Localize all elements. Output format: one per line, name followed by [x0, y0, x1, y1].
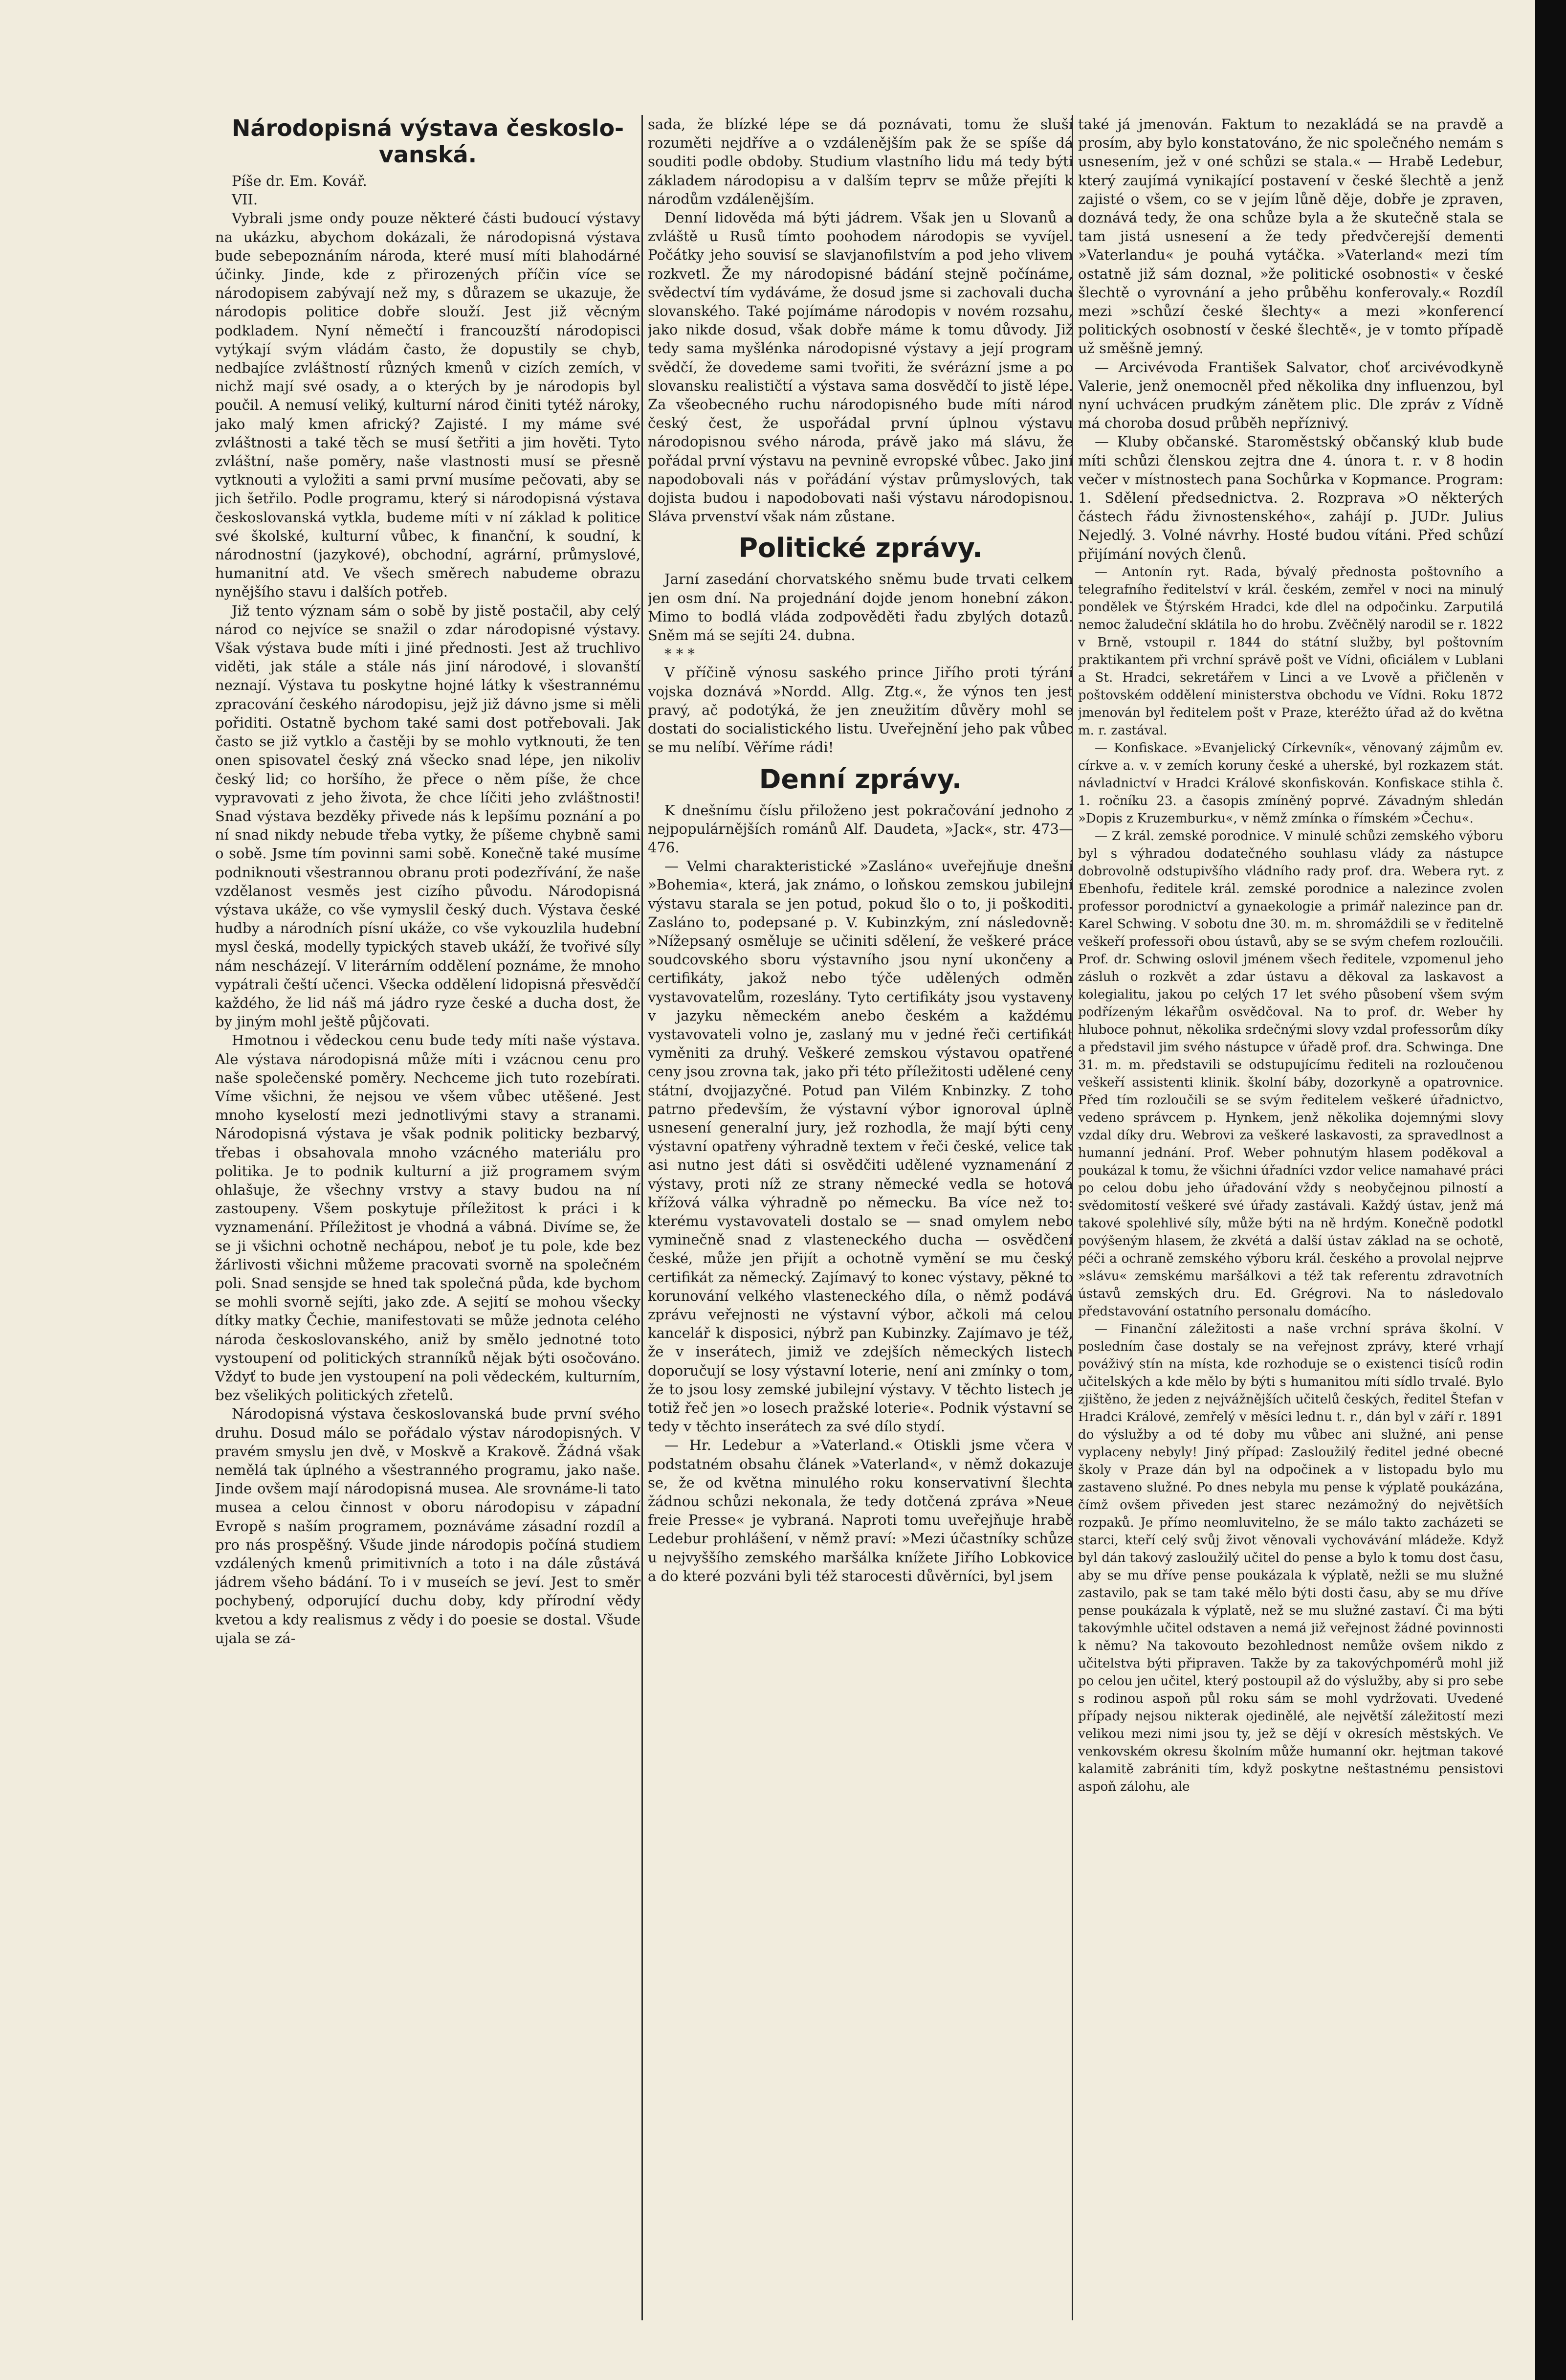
news-item: — Velmi charakteristické »Zasláno« uveřejňuje dnešní »Bohemia«, která, jak známo, o loňskou zemskou jubilejní výstavu starala se jen potud, pokud šlo o to, ji poškoditi. Zasláno to, podepsané p. V. Kubinzkým, zní následovně: »Nížepsaný osměluje se učiniti sdělení, že veškeré práce soudcovského sboru výstavního jsou nyní ukončeny a certifikáty, jakož nebo týče udělených odměn vystavovatelům, rozeslány. Tyto certifikáty jsou vystaveny v jazyku německém anebo českém a každému vystavovateli volno je, zaslaný mu v jedné řeči certifikát vyměniti za druhý. Veškeré zemskou výstavou opatřené ceny jsou zrovna tak, jako při této příležitosti udělené ceny státní, dvojjazyčné. Potud pan Vilém Knbinzky. Z toho patrno především, že výstavní výbor ignoroval úplně usnesení generalní jury, jež rozhodla, že mají býti ceny výstavní opatřeny výhradně textem v řeči české, velice tak asi nutno jest dáti si osvědčiti udělené vyznamenání z výstavy, proti níž ze strany německé vedla se hotová křížová válka výhradně po německu. Ba více než to: kterému vystavovateli dostalo se — snad omylem nebo vyminečně snad z vlasteneckého ducha — osvědčení české, může jen přijít a ochotně vymění se mu český certifikát za německý. Zajímavý to konec výstavy, pěkné to korunování velkého vlasteneckého díla, o němž podává zprávu veřejnosti ne výstavní výbor, ačkoli má celou kancelář k disposici, nýbrž pan Kubinzky. Zajímavo je též, že v inserátech, jimiž ve zdejších německých listech doporučují se losy výstavní loterie, není ani zmínky o tom, že to jsou losy zemské jubilejní výstavy. V těchto listech je totiž řeč jen »o losech pražské loterie«. Podnik výstavní se tedy v těchto inserátech za své dílo stydí.: [648, 858, 1073, 1435]
news-item: — Arcivévoda František Salvator, choť arcivévodkyně Valerie, jenž onemocněl před několika dny influenzou, byl nyní uchvácen prudkým zánětem plic. Dle zpráv z Vídně má choroba dosud průběh nepříznivý.: [1078, 358, 1503, 432]
article-title: Národopisná výstava českoslo-vanská.: [231, 115, 624, 168]
scan-edge: [1535, 0, 1566, 2380]
column-right: [1078, 115, 1503, 2320]
news-item: — Kluby občanské. Staroměstský občanský klub bude míti schůzi členskou zejtra dne 4. února t. r. v 8 hodin večer v místnostech pana Sochůrka v Kopmance. Program: 1. Sdělení předsednictva. 2. Rozprava »O některých částech řádu živnostenského«, zahájí p. JUDr. Julius Nejedlý. 3. Volné návrhy. Hosté budou vítáni. Před schůzí přijímání nových členů.: [1078, 433, 1503, 562]
article-paragraph: Již tento význam sám o sobě by jistě postačil, aby celý národ co nejvíce se snažil o zdar národopisné výstavy. Však výstava bude míti i jiné přednosti. Jest až truchlivo viděti, jak stále a stále nás jiní národové, i slovanští neznají. Výstava tu poskytne hojné látky k všestrannému zpracování českého národopisu, jejž již dávno jsme si měli pořiditi. Ostatně bychom také sami dost potřebovali. Jak často se již vytklo a častěji by se mohlo vytknouti, že ten onen spisovatel český zná všecko snad lépe, jen nikoliv český lid; co horšího, že přece o něm píše, že chce vypravovati z jeho života, že chce líčiti jeho zvláštnosti! Snad výstava bezděky přivede nás k lepšímu poznání a po ní snad nikdy nebude třeba vytky, že píšeme chybně sami o sobě. Jsme tím povinni sami sobě. Konečně také musíme podniknouti všestrannou obranu proti podezřívání, že naše vzdělanost vesměs jest cizího původu. Národopisná výstava ukáže, co vše vymyslil český duch. Výstava české hudby a národních písní ukáže, co vše vykouzlila hudební mysl česká, modelly typických staveb ukáží, že tvořivé síly nám nescházejí. V literárním oddělení poznáme, že mnoho vypátrali čeští učenci. Všecka oddělení lidopisná přesvědčí každého, že lid náš má jádro ryze české a ducha dost, že by jiným mohl ještě půjčovati.: [215, 602, 640, 1030]
news-item: — Z král. zemské porodnice. V minulé schůzi zemského výboru byl s výhradou dodatečného souhlasu vlády za nástupce dobrovolně odstupivšího vládního rady prof. dra. Webera ryt. z Ebenhofu, ředitele král. zemské porodnice a nalezince zvolen professor porodnictví a gynaekologie a primář nalezince pan dr. Karel Schwing. V sobotu dne 30. m. m. shromáždili se v ředitelně veškeří professoři obou ústavů, aby se se svým chefem rozloučili. Prof. dr. Schwing oslovil jménem všech ředitele, vzpomenul jeho zásluh o rozkvět a zdar ústavu a děkoval za laskavost a kolegialitu, jakou po celých 17 let svého působení všem svým podřízeným lékařům osvědčoval. Na to prof. dr. Weber hy hluboce pohnut, několika srdečnými slovy vzdal professorům díky a představil jim svého nástupce v úřadě prof. dra. Schwinga. Dne 31. m. m. představili se odstupujícímu řediteli na rozloučenou veškeří assistenti klinik. školní báby, dozorkyně a opatrovnice. Před tím rozloučili se se svým ředitelem veškeré úřadnictvo, vedeno správcem p. Hynkem, jenž několika dojemnými slovy vzdal díky dru. Webrovi za veškeré laskavosti, za spravedlnost a humanní jednání. Prof. Weber pohnutým hlasem poděkoval a poukázal k tomu, že všichni úřadníci vzdor velice namahavé práci po celou dobu jeho úřadování vždy s neobyčejnou pilností a svědomitostí veškeré své úřady zastávali. Každý ústav, jenž má takové spolehlivé síly, může býti na ně hrdým. Konečně podotkl povýšeným hlasem, že zkvétá a další ústav základ na se ochotě, péči a ochraně zemského výboru král. českého a provolal nejprve »slávu« zemskému maršálkovi a též tak referentu zdravotních ústavů zemských dru. Ed. Grégrovi. Na to následovalo představování ostatního personalu domácího.: [1078, 828, 1503, 1319]
news-item: — Hr. Ledebur a »Vaterland.« Otiskli jsme včera v podstatném obsahu článek »Vaterland«, v němž dokazuje se, že od května minulého roku konservativní šlechta žádnou schůzi nekonala, že tedy dotčená zpráva »Neue freie Presse« je vybraná. Naproti tomu uveřejňuje hrabě Ledebur prohlášení, v němž praví: »Mezi účastníky schůze u nejvyššího zemského maršálka knížete Jiřího Lobkovice a do které pozváni byli též starocesti důvěrníci, byl jsem: [648, 1437, 1073, 1584]
article-paragraph: Denní lidověda má býti jádrem. Však jen u Slovanů a zvláště u Rusů tímto poohodem národopis se vyvíjel. Počátky jeho souvisí se slavjanofilstvím a pod jeho vlivem rozkvetl. Že my národopisné bádání stejně počínáme, svědectví tím vydáváme, že dosud jsme si zachovali ducha slovanského. Také pojímáme národopis v novém rozsahu, jako nikde dosud, však dobře máme k tomu důvody. Již tedy sama myšlénka národopisné výstavy a její program svědčí, že dovedeme sami tvořiti, že svérázní jsme a po slovansku realističtí a výstava sama dosvědčí to jistě lépe. Za všeobecného ruchu národopisného bude míti národ český čest, že uspořádal první úplnou výstavu národopisnou svého národa, právě jako má slávu, že pořádal první výstavu na pevnině evropské vůbec. Jako jiní napodobovali nás v pořádání výstav průmyslových, tak dojista budou i napodobovati naši výstavu národopisnou. Sláva prvenství však nám zůstane.: [648, 209, 1073, 525]
news-item: K dnešnímu číslu přiloženo jest pokračování jednoho z nejpopulárnějších románů Alf. Daudeta, »Jack«, str. 473—476.: [648, 801, 1073, 856]
article-paragraph: Vybrali jsme ondy pouze některé části budoucí výstavy na ukázku, abychom dokázali, že národopisná výstava bude sebepoznáním národa, které musí míti blahodárné účinky. Jinde, kde z přirozených příčin více se národopisem zabývají než my, s důrazem se ukazuje, že národopis politice dobře slouží. Jest již věcným podkladem. Nyní němečtí i francouzští národopisci vytýkají svým vládám často, že dopustily se chyb, nedbajíce zvláštností různých kmenů v cizích zemích, v nichž mají své osady, a o kterých by je národopis byl poučil. A nemusí veliký, kulturní národ činiti tytéž nároky, jako malý kmen africký? Zajisté. I my máme své zvláštnosti a také těch se musí šetřiti a jim hověti. Tyto zvláštní, naše poměry, naše vlastnosti musí se přesně vytknouti a vyložiti a sami první musíme pečovati, aby se jich šetřilo. Podle programu, který si národopisná výstava českoslovanská vytkla, budeme míti v ní základ k politice své školské, kulturní vůbec, k finanční, k soudní, k národnostní (jazykové), obchodní, agrární, průmyslové, humanitní atd. Ve všech směrech nabudeme obrazu nynějšího stavu i dalších potřeb.: [215, 210, 640, 601]
column-middle: [648, 115, 1073, 2320]
separator-stars: * * *: [664, 645, 695, 663]
news-item: Jarní zasedání chorvatského sněmu bude trvati celkem jen osm dní. Na projednání dojde jenom honební zákon. Mimo to bodlá vláda zodpověděti řadu zbylých dotazů. Sněm má se sejíti 24. dubna.: [648, 571, 1073, 644]
section-heading-politics: Politické zprávy.: [738, 533, 983, 564]
news-item: také já jmenován. Faktum to nezakládá se na pravdě a prosím, aby bylo konstatováno, že nic společného nemám s usnesením, jež v oné schůzi se stala.« — Hrabě Ledebur, který zaujímá vynikající postavení v české šlechtě a jenž zajisté o všem, co se v jejím lůně děje, dobře je zpraven, doznává tedy, že ona schůze byla a že skutečně stala se tam jistá usnesení a že tedy předvčerejší dementi »Vaterlandu« je pouhá vytáčka. »Vaterland« mezi tím ostatně již sám doznal, »že politické osobnosti« v české šlechtě o vyrovnání a jeho průběhu konferovaly.« Rozdíl mezi »schůzí české šlechty« a mezi »konferencí politických osobností v české šlechtě«, je v tomto případě už směšně jemný.: [1078, 116, 1503, 357]
article-byline: Píše dr. Em. Kovář.: [232, 173, 367, 189]
article-paragraph: Národopisná výstava českoslovanská bude první svého druhu. Dosud málo se pořádalo výstav národopisných. V pravém smyslu jen dvě, v Moskvě a Krakově. Žádná však nemělá tak úplného a všestranného programu, jako naše. Jinde ovšem mají národopisná musea. Ale srovnáme-li tato musea a celou činnost v oboru národopisu v západní Evropě s naším programem, poznáváme zásadní rozdíl a pro nás prospěšný. Všude jinde národopis počíná studiem vzdálených kmenů primitivních a toto i na dále zůstává jádrem všeho bádání. To i v museích se jeví. Jest to směr pochybený, odporující duchu doby, kdy přírodní vědy kvetou a kdy realismus z vědy i do poesie se dostal. Všude ujala se zá-: [215, 1405, 640, 1646]
news-item: — Konfiskace. »Evanjelický Církevník«, věnovaný zájmům ev. církve a. v. v zemích koruny české a uherské, byl rozkazem stát. návladnictví v Hradci Králové skonfiskován. Konfiskace stihla č. 1. ročníku 23. a časopis zmíněný poprvé. Závadným shledán »Dopis z Kruzemburku«, v němž zmínka o římském »Čechu«.: [1078, 740, 1503, 826]
column-divider: [641, 115, 643, 2320]
article-paragraph: sada, že blízké lépe se dá poznávati, tomu že sluší rozuměti nejdříve a o vzdálenějším pak že se spíše dá souditi podle obdoby. Studium vlastního lidu má tedy býti základem národopisu a v dalším teprv se může přejíti k národům vzdálenějším.: [648, 116, 1073, 207]
article-chapter: VII.: [232, 191, 258, 208]
article-paragraph: Hmotnou i vědeckou cenu bude tedy míti naše výstava. Ale výstava národopisná může míti i vzácnou cenu pro naše společenské poměry. Nechceme jich tuto rozebírati. Víme všichni, že nejsou ve všem vůbec utěšené. Jest mnoho kyselostí mezi jednotlivými stavy a stranami. Národopisná výstava je však podnik politicky bezbarvý, třebas i obsahovala mnoho vzácného materiálu pro politika. Je to podnik kulturní a již programem svým ohlašuje, že všechny vrstvy a stavy budou na ní zastoupeny. Všem poskytuje příležitost k práci i k vyznamenání. Příležitost je vhodná a vábná. Divíme se, že se ji všichni ochotně nechápou, neboť je tu pole, kde bez žárlivosti všichni můžeme pracovati svorně na společném poli. Snad sensjde se hned tak společná půda, kde bychom se mohli svorně sejíti, jako zde. A sejití se mohou všecky dítky matky Čechie, manifestovati se může jednota celého národa českoslovanského, aniž by smělo jednotné toto vystoupení od politických stranníků nějak býti osočováno. Vždyť to bude jen vystoupení na poli vědeckém, kulturním, bez všelikých politických zřetelů.: [215, 1032, 640, 1404]
section-heading-daily-news: Denní zprávy.: [759, 763, 962, 795]
column-left: [215, 115, 640, 2320]
news-item: V příčině výnosu saského prince Jiřího proti týrání vojska doznává »Nordd. Allg. Ztg.«, že výnos ten jest pravý, ač podotýká, že jen zneužitím důvěry mohl se dostati do socialistického listu. Uveřejnění jeho pak vůbec se mu nelíbí. Věříme rádi!: [648, 664, 1073, 756]
small-print-block: [1078, 563, 1503, 1796]
news-item: — Antonín ryt. Rada, bývalý přednosta poštovního a telegrafního ředitelství v král. českém, zemřel v noci na minulý pondělek ve Štýrském Hradci, kde dlel na odpočinku. Zarputilá nemoc žaludeční sklátila ho do hrobu. Zvěčnělý narodil se r. 1822 v Brně, vstoupil r. 1844 do státní služby, byl poštovním praktikantem při vrchní správě pošt ve Vídni, oficiálem v Lublani a St. Hradci, sekretářem v Linci a ve Lvově a přičleněn v poštovském oddělení ministerstva obchodu ve Vídni. Roku 1872 jmenován byl ředitelem pošt v Praze, kteréžto úřad až do května m. r. zastával.: [1078, 564, 1503, 738]
news-item: — Finanční záležitosti a naše vrchní správa školní. V posledním čase dostaly se na veřejnost zprávy, které vrhají pováživý stín na místa, kde rozhoduje se o existenci tisíců rodin učitelských a kde mělo by býti s humanitou míti sídlo trvalé. Bylo zjištěno, že jeden z nejvážnějších učitelů českých, ředitel Štefan v Hradci Králové, zemřelý v měsíci lednu t. r., dán byl v září r. 1891 do výslužby a od té doby mu vůbec ani služné, ani pense vyplaceny nebyly! Jiný případ: Zasloužilý ředitel jedné obecné školy v Praze dán byl na odpočinek a v listopadu bylo mu zastaveno služné. Po dnes nebyla mu pense k výplatě poukázána, čímž ovšem přiveden jest starec nezámožný do největších rozpaků. Je přímo neomluvitelno, že se málo takto zacházeti se starci, kteří celý svůj život věnovali vychovávání mládeže. Když byl dán takový zasloužilý učitel do pense a bylo k tomu dost času, aby se mu dříve pense poukázala k výplatě, nežli se mu služné zastavilo, pak se tam také mělo býti dosti času, aby se mu dříve pense poukázala k výplatě, než se mu služné zastaví. Či ma býti takovýmhle učitel odstaven a nemá již veřejnost žádné povinnosti k němu? Na takovouto bezohlednost nemůže ovšem nikdo z učitelstva býti připraven. Takže by za takovýchpomérů mohl již po celou jen učitel, který postoupil až do výslužby, aby si pro sebe s rodinou aspoň půl roku sám se mohl vydržovati. Uvedené případy nejsou nikterak ojedinělé, ale největší záležitostí mezi velikou mezi nimi jsou ty, jež se dějí v okresích městských. Ve venkovském okresu školním může humanní okr. hejtman takové kalamitě zabrániti tím, když poskytne neštastnému pensistovi aspoň zálohu, ale: [1078, 1321, 1503, 1794]
